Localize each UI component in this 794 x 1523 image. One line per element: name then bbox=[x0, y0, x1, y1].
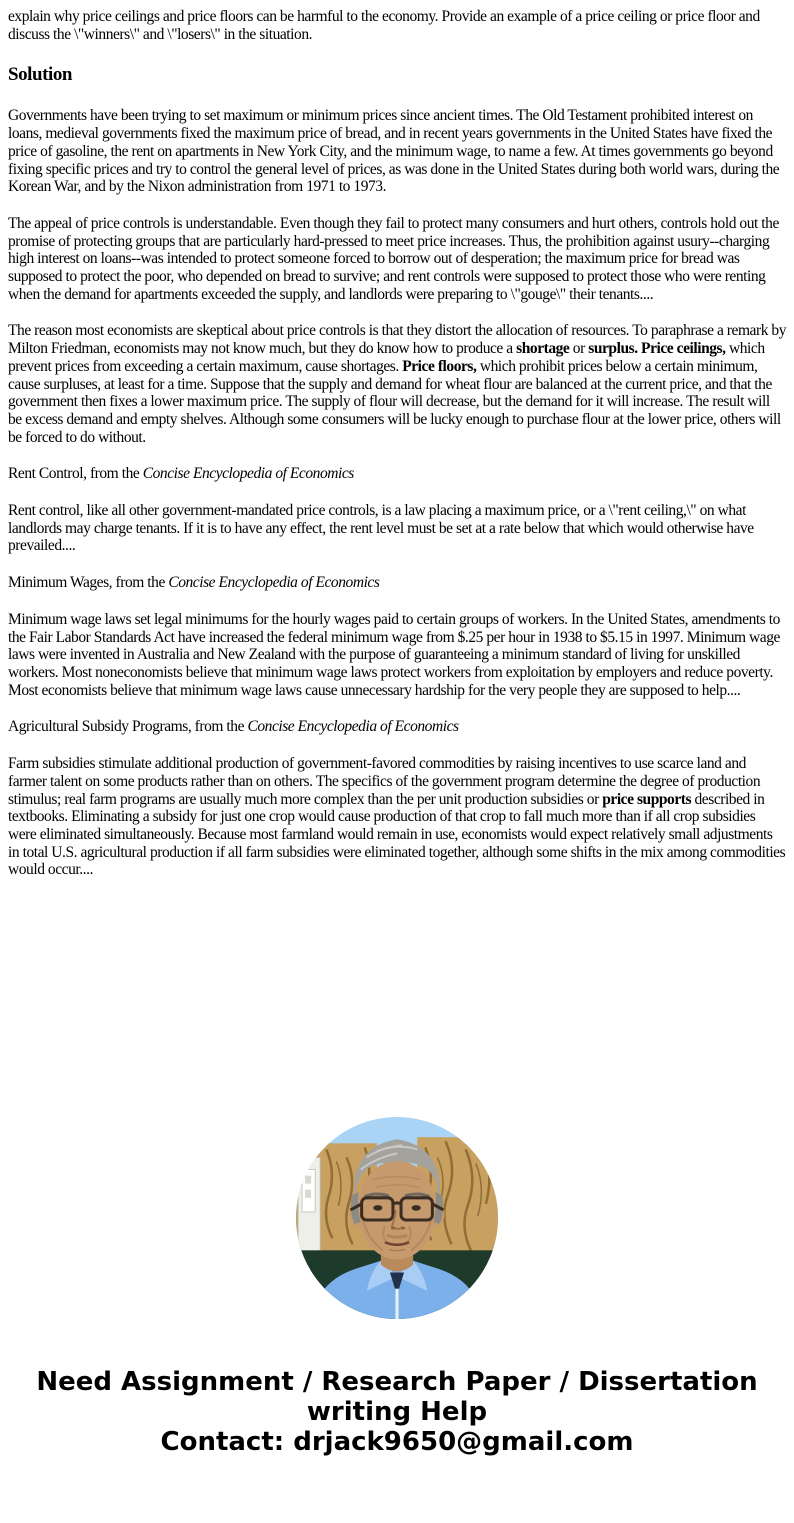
heading-rent-control: Rent Control, from the Concise Encyclopedia of Economics bbox=[8, 465, 354, 483]
photo-eye-right bbox=[412, 1205, 421, 1211]
paragraph-rent-control: Rent control, like all other government-mandated price controls, is a law placing a maximum price, or a \"rent ceiling,\" on what landlords may charge tenants. If it is to have any effect, the rent level must be set at a rate below that which would otherwise have prevailed.... bbox=[8, 502, 754, 555]
document-body bbox=[8, 8, 786, 879]
paragraph-farm-subsidies: Farm subsidies stimulate additional production of government-favored commodities by raising incentives to use scarce land and farmer talent on some products rather than on others. The specifics of the government program determine the degree of production stimulus; real farm programs are usually much more complex than the per unit production subsidies or price supports described in textbooks. Eliminating a subsidy for just one crop would cause production of that crop to fall much more than if all crop subsidies were eliminated simultaneously. Because most farmland would remain in use, economists would expect relatively small adjustments in total U.S. agricultural production if all farm subsidies were eliminated together, although some shifts in the mix among commodities would occur.... bbox=[8, 755, 786, 879]
heading-minimum-wages: Minimum Wages, from the Concise Encyclopedia of Economics bbox=[8, 574, 380, 592]
paragraph-appeal-of-controls: The appeal of price controls is understandable. Even though they fail to protect many consumers and hurt others, controls hold out the promise of protecting groups that are particularly hard-pressed to meet price increases. Thus, the prohibition against usury--charging high interest on loans--was intended to protect someone forced to borrow out of desperation; the maximum price for bread was supposed to protect the poor, who depended on bread to survive; and rent controls were supposed to protect those who were renting when the demand for apartments exceeded the supply, and landlords were preparing to \"gouge\" their tenants.... bbox=[8, 214, 779, 303]
paragraph-governments: Governments have been trying to set maximum or minimum prices since ancient times. The Old Testament prohibited interest on loans, medieval governments fixed the maximum price of bread, and in recent years governments in the United States have fixed the price of gasoline, the rent on apartments in New York City, and the minimum wage, to name a few. At times governments go beyond fixing specific prices and try to control the general level of prices, as was done in the United States during both world wars, during the Korean War, and by the Nixon administration from 1971 to 1973. bbox=[8, 107, 780, 196]
photo-section bbox=[8, 1117, 786, 1319]
paragraph-minimum-wages: Minimum wage laws set legal minimums for the hourly wages paid to certain groups of workers. In the United States, amendments to the Fair Labor Standards Act have increased the federal minimum wage from $.25 per hour in 1938 to $5.15 in 1997. Minimum wage laws were invented in Australia and New Zealand with the purpose of guaranteeing a minimum standard of living for unskilled workers. Most noneconomists believe that minimum wage laws protect workers from exploitation by employers and reduce poverty. Most economists believe that minimum wage laws cause unnecessary hardship for the very people they are supposed to help.... bbox=[8, 610, 780, 699]
footer-help-banner bbox=[14, 1367, 780, 1457]
footer-contact-email: Contact: drjack9650@gmail.com bbox=[160, 1427, 634, 1458]
footer-help-text: Need Assignment / Research Paper / Dissertation writing Help bbox=[36, 1367, 758, 1428]
instructor-photo bbox=[296, 1117, 498, 1319]
paragraph-economists-skeptical: The reason most economists are skeptical about price controls is that they distort the allocation of resources. To paraphrase a remark by Milton Friedman, economists may not know much, but they do know how to produce a shortage or surplus. Price ceilings, which prevent prices from exceeding a certain maximum, cause shortages. Price floors, which prohibit prices below a certain minimum, cause surpluses, at least for a time. Suppose that the supply and demand for wheat flour are balanced at the current price, and that the government then fixes a lower maximum price. The supply of flour will decrease, but the demand for it will increase. The result will be excess demand and empty shelves. Although some consumers will be lucky enough to purchase flour at the lower price, others will be forced to do without. bbox=[8, 322, 787, 446]
question-text: explain why price ceilings and price floors can be harmful to the economy. Provide an example of a price ceiling or price floor and discuss the \"winners\" and \"losers\" in the situation. bbox=[8, 8, 760, 43]
photo-eye-left bbox=[373, 1205, 382, 1211]
heading-agricultural-subsidy: Agricultural Subsidy Programs, from the Concise Encyclopedia of Economics bbox=[8, 718, 459, 736]
solution-heading: Solution bbox=[8, 64, 72, 86]
